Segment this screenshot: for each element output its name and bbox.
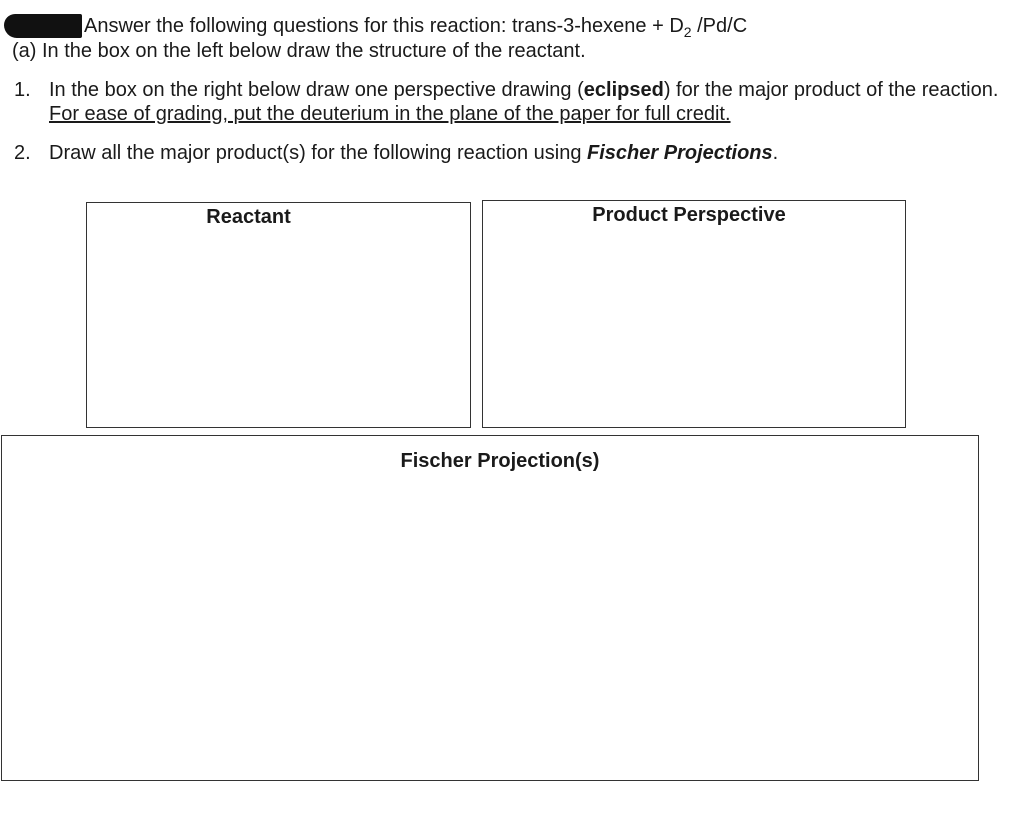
question-1-bold: eclipsed xyxy=(583,79,664,101)
part-a-instruction: (a) In the box on the left below draw the structure of the reactant. xyxy=(12,40,586,62)
reactant-box-title: Reactant xyxy=(206,206,291,228)
intro-subscript: 2 xyxy=(683,24,692,40)
intro-suffix: /Pd/C xyxy=(691,15,748,37)
fischer-projection-answer-box[interactable] xyxy=(1,435,979,781)
reactant-answer-box[interactable] xyxy=(86,202,471,428)
product-box-title: Product Perspective xyxy=(592,204,786,226)
question-1-text-before: In the box on the right below draw one perspective drawing ( xyxy=(49,79,584,101)
question-1-text xyxy=(49,78,999,126)
question-2-number: 2. xyxy=(14,142,31,164)
question-1-number: 1. xyxy=(14,79,31,101)
intro-prefix: Answer the following questions for this reaction: trans-3-hexene + D xyxy=(84,15,684,37)
question-2-end: . xyxy=(772,142,779,164)
question-2-bold-italic: Fischer Projections xyxy=(587,142,773,164)
question-1-text-after: ) for the major product of the reaction. xyxy=(663,79,999,101)
redaction-mark xyxy=(4,14,82,38)
fischer-box-title: Fischer Projection(s) xyxy=(400,450,600,472)
question-1-underlined: For ease of grading, put the deuterium in the plane of the paper for full credit. xyxy=(49,103,731,125)
product-perspective-answer-box[interactable] xyxy=(482,200,906,428)
question-2-text-main: Draw all the major product(s) for the following reaction using xyxy=(49,142,588,164)
question-2-text xyxy=(49,141,999,165)
